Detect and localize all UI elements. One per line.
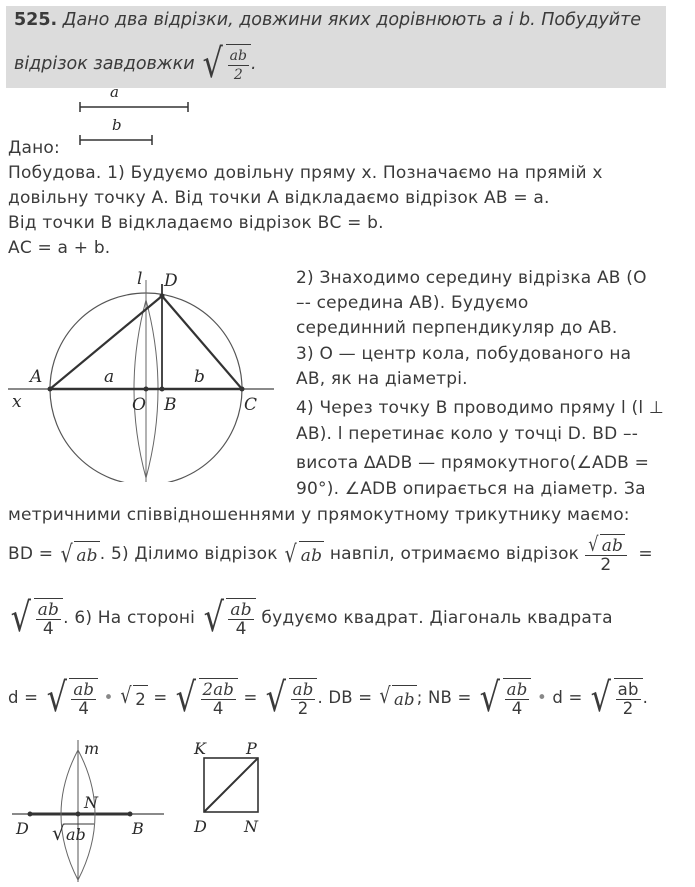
- text-right-5: АВ, як на діаметрі.: [296, 369, 468, 389]
- den-4: 4: [42, 619, 54, 639]
- given-label: Дано:: [8, 138, 60, 158]
- point-C: [240, 387, 245, 392]
- fig3-label-D: D: [194, 817, 207, 836]
- fig2-point-N: [76, 812, 81, 817]
- text-line-4: АС = a + b.: [8, 238, 111, 258]
- problem-number: 525.: [14, 10, 58, 30]
- num-ab: ab: [37, 600, 60, 620]
- num-ab-upright: ab: [617, 680, 639, 699]
- text-right-7: АВ). l перетинає коло у точці D. BD –-: [296, 424, 639, 444]
- mult-dot-2: •: [536, 688, 547, 707]
- point-B: [160, 387, 165, 392]
- d-letter: d: [552, 688, 564, 707]
- problem-line-2: [14, 41, 257, 87]
- db-part: . DB =: [317, 688, 373, 707]
- segment-b: [80, 116, 152, 145]
- fig2-label-sqrt-ab: ab: [66, 825, 86, 844]
- text-right-6: 4) Через точку В проводимо пряму l (l ⊥: [296, 398, 664, 418]
- fig2-sqrt-sign: √: [52, 821, 65, 845]
- fig2-point-D: [28, 812, 33, 817]
- num-ab-5: ab: [506, 680, 528, 699]
- final-dot: .: [642, 688, 649, 707]
- frac-sqrt-radicand: ab: [601, 536, 624, 556]
- den-4-4: 4: [212, 699, 224, 718]
- sqrt-2-radicand: 2: [133, 685, 148, 712]
- formula-line-2: [8, 590, 613, 646]
- step6a-text: . 6) На стороні: [63, 608, 196, 628]
- sqrt-ab-radicand-2: ab: [299, 541, 324, 568]
- sqrt-ab-4-c: √ $\frac{ab}{4}$: [44, 678, 99, 718]
- segment-b-label: b: [112, 116, 122, 134]
- problem-header: [6, 6, 666, 88]
- square-figure: [190, 740, 280, 840]
- fig2-label-N: N: [84, 793, 98, 812]
- text-right-8: висота ∆ADB — прямокутного(∠ADB =: [296, 453, 650, 473]
- point-D: [160, 294, 165, 299]
- sqrt-ab-radicand-d: ab: [392, 685, 417, 712]
- label-B: B: [164, 395, 177, 415]
- formula-line-3: [8, 668, 648, 728]
- sqrt-ab-2-f: √ $\frac{ab}{2}$: [588, 678, 643, 718]
- num-ab-3: ab: [73, 680, 95, 699]
- frac-num: ab: [229, 48, 247, 64]
- label-O: O: [132, 395, 146, 415]
- mult-dot-1: •: [103, 688, 114, 707]
- problem-statement-2: відрізок завдовжки: [14, 54, 195, 74]
- sqrt-ab-d: √ ab: [378, 685, 417, 712]
- equals-1: =: [153, 688, 168, 707]
- den-4-3: 4: [78, 699, 90, 718]
- fig2-label-D: D: [16, 819, 29, 838]
- sqrt-2: √ 2: [119, 685, 148, 712]
- text-right-2: –- середина АВ). Будуємо: [296, 293, 529, 313]
- num-ab-4: ab: [292, 680, 314, 699]
- den-2-f: 2: [622, 699, 634, 718]
- num-2ab: 2ab: [202, 680, 235, 699]
- label-b: b: [194, 367, 205, 387]
- step6b-text: будуємо квадрат. Діагональ квадрата: [261, 608, 613, 628]
- fig3-label-N: N: [244, 817, 258, 836]
- sqrt-ab: √ ab: [60, 539, 98, 568]
- num-ab-2: ab: [230, 600, 252, 620]
- text-right-9: 90°). ∠ADB опирається на діаметр. За: [296, 479, 646, 499]
- frac-den: 2: [233, 67, 243, 83]
- den-2-c: 2: [297, 699, 309, 718]
- nb-part: ; NB =: [416, 688, 472, 707]
- sqrt-ab-4-e: √ $\frac{ab}{4}$: [477, 678, 532, 718]
- step5b-text: навпіл, отримаємо відрізок: [329, 544, 580, 564]
- bd-prefix: BD =: [8, 544, 54, 564]
- fig2-point-B: [128, 812, 133, 817]
- segment-a: [80, 83, 188, 112]
- frac-den-2: 2: [600, 555, 612, 575]
- step5-text: . 5) Ділимо відрізок: [99, 544, 278, 564]
- given-segments: [70, 80, 210, 150]
- problem-line-1: [14, 10, 641, 30]
- label-D: D: [164, 271, 178, 291]
- label-l: l: [137, 269, 143, 289]
- label-A: A: [30, 367, 43, 387]
- fig3-label-P: P: [246, 740, 257, 758]
- segment-a-label: a: [110, 83, 119, 101]
- problem-statement-1: Дано два відрізки, довжини яких дорівнюють a і b. Побудуйте: [62, 10, 642, 30]
- fig2-label-B: B: [132, 819, 144, 838]
- equals-3: =: [568, 688, 583, 707]
- sqrt-ab-over-4: √ $\frac{ab}{4}$: [8, 598, 63, 638]
- point-A: [48, 387, 53, 392]
- sqrt-ab-over-4-b: √ $\frac{ab}{4}$: [201, 598, 256, 638]
- label-C: C: [244, 395, 258, 415]
- label-a: a: [104, 367, 115, 387]
- den-4-5: 4: [511, 699, 523, 718]
- den-4-2: 4: [235, 619, 247, 639]
- square-diagonal: [204, 758, 258, 812]
- label-x: x: [12, 392, 22, 412]
- formula-line-1: [8, 530, 653, 578]
- text-line-2: довільну точку А. Від точки А відкладаємо відрізок АВ = a.: [8, 188, 550, 208]
- frac-sqrt-ab-over-2: √ ab 2: [585, 534, 627, 574]
- point-O: [144, 387, 149, 392]
- text-right-3: серединний перпендикуляр до АВ.: [296, 318, 618, 338]
- sqrt-2ab-4: √ $\frac{2ab}{4}$: [173, 678, 238, 718]
- sqrt-ab-over-2: √ $\frac{ab}{2}$: [200, 44, 251, 84]
- fig3-label-K: K: [194, 740, 206, 758]
- text-line-1: Побудова. 1) Будуємо довільну пряму x. Позначаємо на прямій x: [8, 163, 603, 183]
- period: .: [250, 54, 257, 74]
- sqrt-ab-2: √ ab: [284, 539, 323, 568]
- construction-figure: [4, 262, 290, 482]
- text-right-1: 2) Знаходимо середину відрізка АВ (О: [296, 268, 647, 288]
- bisector-figure: [4, 736, 174, 884]
- fig2-label-m: m: [84, 739, 100, 758]
- text-line-3: Від точки В відкладаємо відрізок ВС = b.: [8, 213, 384, 233]
- sqrt-ab-radicand: ab: [74, 541, 99, 568]
- sqrt-ab-2-c: √ $\frac{ab}{2}$: [263, 678, 318, 718]
- equals-sign: =: [638, 544, 653, 564]
- text-line-5: метричними співвідношеннями у прямокутному трикутнику маємо:: [8, 505, 630, 525]
- d-prefix: d =: [8, 688, 39, 707]
- text-right-4: 3) О — центр кола, побудованого на: [296, 344, 632, 364]
- equals-2: =: [243, 688, 258, 707]
